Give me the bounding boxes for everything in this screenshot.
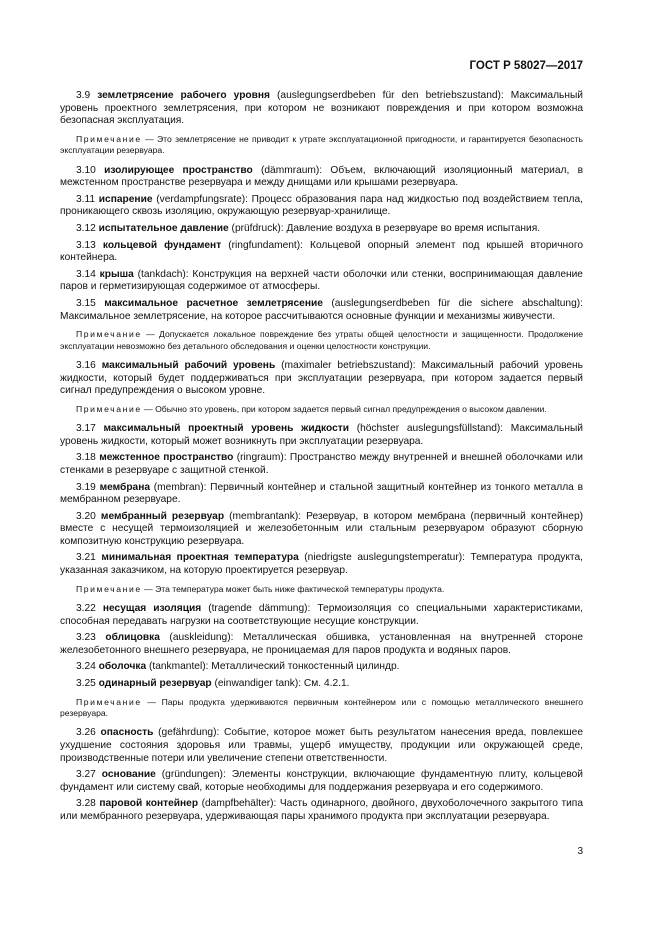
definition-paragraph — [60, 90, 583, 128]
definition-number: 3.24 — [76, 661, 96, 673]
definition-number: 3.21 — [76, 552, 96, 564]
definition-term: крыша — [99, 268, 134, 280]
definition-number: 3.14 — [76, 268, 96, 280]
note-text: — Допускается локальное повреждение без утраты общей целостности и защищенности. Продолжение эксплуатации невозможно без детального обследования и оценки целостности конструкции. — [60, 329, 583, 351]
definition-number: 3.25 — [76, 678, 96, 690]
definition-term: паровой контейнер — [99, 798, 199, 810]
definition-term: мембрана — [99, 481, 151, 493]
note-paragraph — [60, 404, 583, 415]
definition-paragraph — [60, 269, 583, 294]
definition-paragraph — [60, 240, 583, 265]
definition-number: 3.15 — [76, 297, 96, 309]
definition-text: (ringraum): Пространство между внутренней и внешней оболочками или стенками в резервуаре с защитной стенкой. — [60, 452, 583, 476]
definition-term: облицовка — [105, 632, 160, 644]
definition-term: максимальный рабочий уровень — [101, 359, 276, 371]
definition-term: максимальный проектный уровень жидкости — [103, 423, 350, 435]
note-label: Примечание — [76, 133, 142, 144]
note-paragraph — [60, 134, 583, 157]
definition-paragraph — [60, 603, 583, 628]
definition-text: (maximaler betriebszustand): Максимальный рабочий уровень жидкости, который будет поддерживаться при эксплуатации резервуара, при котором задается первый сигнал предупреждения о высоком уровне. — [60, 359, 583, 397]
definition-text: (membran): Первичный контейнер и стальной защитный контейнер из тонкого металла в мембранном резервуаре. — [60, 481, 583, 506]
definition-paragraph — [60, 552, 583, 577]
definition-paragraph — [60, 298, 583, 323]
definition-paragraph — [60, 511, 583, 549]
definition-paragraph — [60, 769, 583, 794]
note-paragraph — [60, 329, 583, 352]
definition-paragraph — [60, 482, 583, 507]
definition-paragraph — [60, 661, 583, 674]
document-body — [60, 90, 583, 828]
definition-number: 3.20 — [76, 510, 96, 522]
page-number: 3 — [577, 846, 583, 857]
note-label: Примечание — [76, 696, 142, 707]
definition-text: (auslegungserdbeben für die sichere abschaltung): Максимальное землетрясение, на которое рассчитываются основные функции и механизмы живучести. — [60, 297, 583, 322]
definition-paragraph — [60, 223, 583, 236]
definition-text: (gefährdung): Событие, которое может быть результатом нанесения вреда, повлекшее ухудшение состояния здоровья или травмы, ущерб имуществу, продукции или окружающей среде, производственные потери или увеличение степени ответственности. — [60, 727, 583, 764]
definition-term: межстенное пространство — [99, 452, 234, 464]
definition-number: 3.27 — [76, 769, 96, 781]
definition-text: (einwandiger tank): См. 4.2.1. — [211, 678, 350, 690]
document-header: ГОСТ Р 58027—2017 — [469, 60, 583, 72]
definition-paragraph — [60, 165, 583, 190]
definition-term: изолирующее пространство — [104, 164, 253, 176]
definition-term: оболочка — [98, 661, 147, 673]
definition-term: землетрясение рабочего уровня — [97, 90, 270, 101]
definition-number: 3.9 — [76, 90, 91, 101]
definition-text: (ringfundament): Кольцевой опорный элемент под крышей вторичного контейнера. — [60, 239, 583, 264]
definition-number: 3.19 — [76, 481, 96, 493]
definition-paragraph — [60, 194, 583, 219]
definition-term: минимальная проектная температура — [101, 552, 299, 564]
definition-number: 3.18 — [76, 452, 96, 464]
definition-term: опасность — [100, 727, 154, 739]
definition-text: (gründungen): Элементы конструкции, включающие фундаментную плиту, кольцевой фундамент или систему свай, которые необходимы для поддержания резервуара и его содержимого. — [60, 769, 583, 793]
definition-text: (prüfdruck): Давление воздуха в резервуаре во время испытания. — [228, 222, 541, 234]
definition-paragraph — [60, 360, 583, 398]
note-text: — Эта температура может быть ниже фактической температуры продукта. — [141, 583, 445, 594]
definition-term: основание — [101, 769, 156, 781]
definition-number: 3.16 — [76, 359, 96, 371]
definition-term: мембранный резервуар — [100, 510, 225, 522]
definition-text: (tankmantel): Металлический тонкостенный цилиндр. — [146, 661, 400, 673]
definition-number: 3.10 — [76, 164, 96, 176]
definition-text: (auslegungserdbeben für den betriebszustand): Максимальный уровень проектного землетрясения, при котором не возникают повреждения и при котором возможна безопасная эксплуатация. — [60, 90, 583, 127]
definition-number: 3.26 — [76, 727, 96, 739]
definition-number: 3.17 — [76, 423, 96, 435]
definition-text: (dämmraum): Объем, включающий изоляционный материал, в межстенном пространстве резервуара и между днищами или крышами резервуара. — [60, 164, 583, 189]
note-paragraph — [60, 584, 583, 595]
definition-number: 3.12 — [76, 222, 96, 234]
note-text: — Пары продукта удерживаются первичным контейнером или с помощью металлического внешнего резервуара. — [60, 696, 583, 719]
definition-text: (membrantank): Резервуар, в котором мембрана (первичный контейнер) вместе с несущей термоизоляцией и железобетонным или стальным резервуаром образуют сборную композитную конструкцию резервуара. — [60, 510, 584, 547]
note-text: — Обычно это уровень, при котором задается первый сигнал предупреждения о высоком давлении. — [141, 403, 547, 414]
definition-number: 3.22 — [76, 603, 96, 615]
definition-paragraph — [60, 678, 583, 691]
note-paragraph — [60, 697, 583, 720]
definition-text: (tankdach): Конструкция на верхней части оболочки или стенки, воспринимающая давление паров и герметизирующая содержимое от атмосферы. — [60, 268, 583, 293]
definition-term: несущая изоляция — [102, 603, 202, 615]
definition-term: одинарный резервуар — [98, 678, 212, 690]
definition-term: максимальное расчетное землетрясение — [104, 297, 323, 309]
definition-text: (dampfbehälter): Часть одинарного, двойного, двухоболочечного закрытого типа или мембранного резервуара, удерживающая пары хранимого продукта при эксплуатации резервуара. — [60, 798, 583, 822]
definition-term: испытательное давление — [98, 222, 229, 234]
definition-paragraph — [60, 727, 583, 765]
definition-term: испарение — [98, 193, 153, 205]
definition-number: 3.28 — [76, 798, 96, 810]
definition-number: 3.13 — [76, 239, 96, 251]
definition-text: (verdampfungsrate): Процесс образования пара над жидкостью под воздействием тепла, проникающего сквозь изоляцию, окружающую резервуар-хранилище. — [60, 193, 583, 218]
note-text: — Это землетрясение не приводит к утрате эксплуатационной пригодности, и гарантируется безопасность эксплуатации резервуара. — [60, 133, 583, 156]
definition-paragraph — [60, 452, 583, 477]
definition-number: 3.23 — [76, 632, 96, 644]
definition-paragraph — [60, 423, 583, 448]
definition-paragraph — [60, 798, 583, 823]
note-label: Примечание — [76, 329, 142, 340]
definition-text: (auskleidung): Металлическая обшивка, установленная на внутренней стороне железобетонного внешнего резервуара, не проницаемая для паров продукта и водяных паров. — [60, 632, 583, 656]
note-label: Примечание — [76, 583, 142, 594]
definition-text: (höchster auslegungsfüllstand): Максимальный уровень жидкости, который может возникнуть при эксплуатации резервуара. — [60, 423, 583, 447]
definition-paragraph — [60, 632, 583, 657]
definition-text: (niedrigste auslegungstemperatur): Температура продукта, указанная заказчиком, на которую проектируется резервуар. — [60, 552, 583, 577]
definition-text: (tragende dämmung): Термоизоляция со специальными характеристиками, способная передавать нагрузки на соответствующие несущие конструкции. — [60, 603, 583, 627]
definition-number: 3.11 — [76, 193, 96, 205]
note-label: Примечание — [76, 403, 142, 414]
definition-term: кольцевой фундамент — [102, 239, 222, 251]
